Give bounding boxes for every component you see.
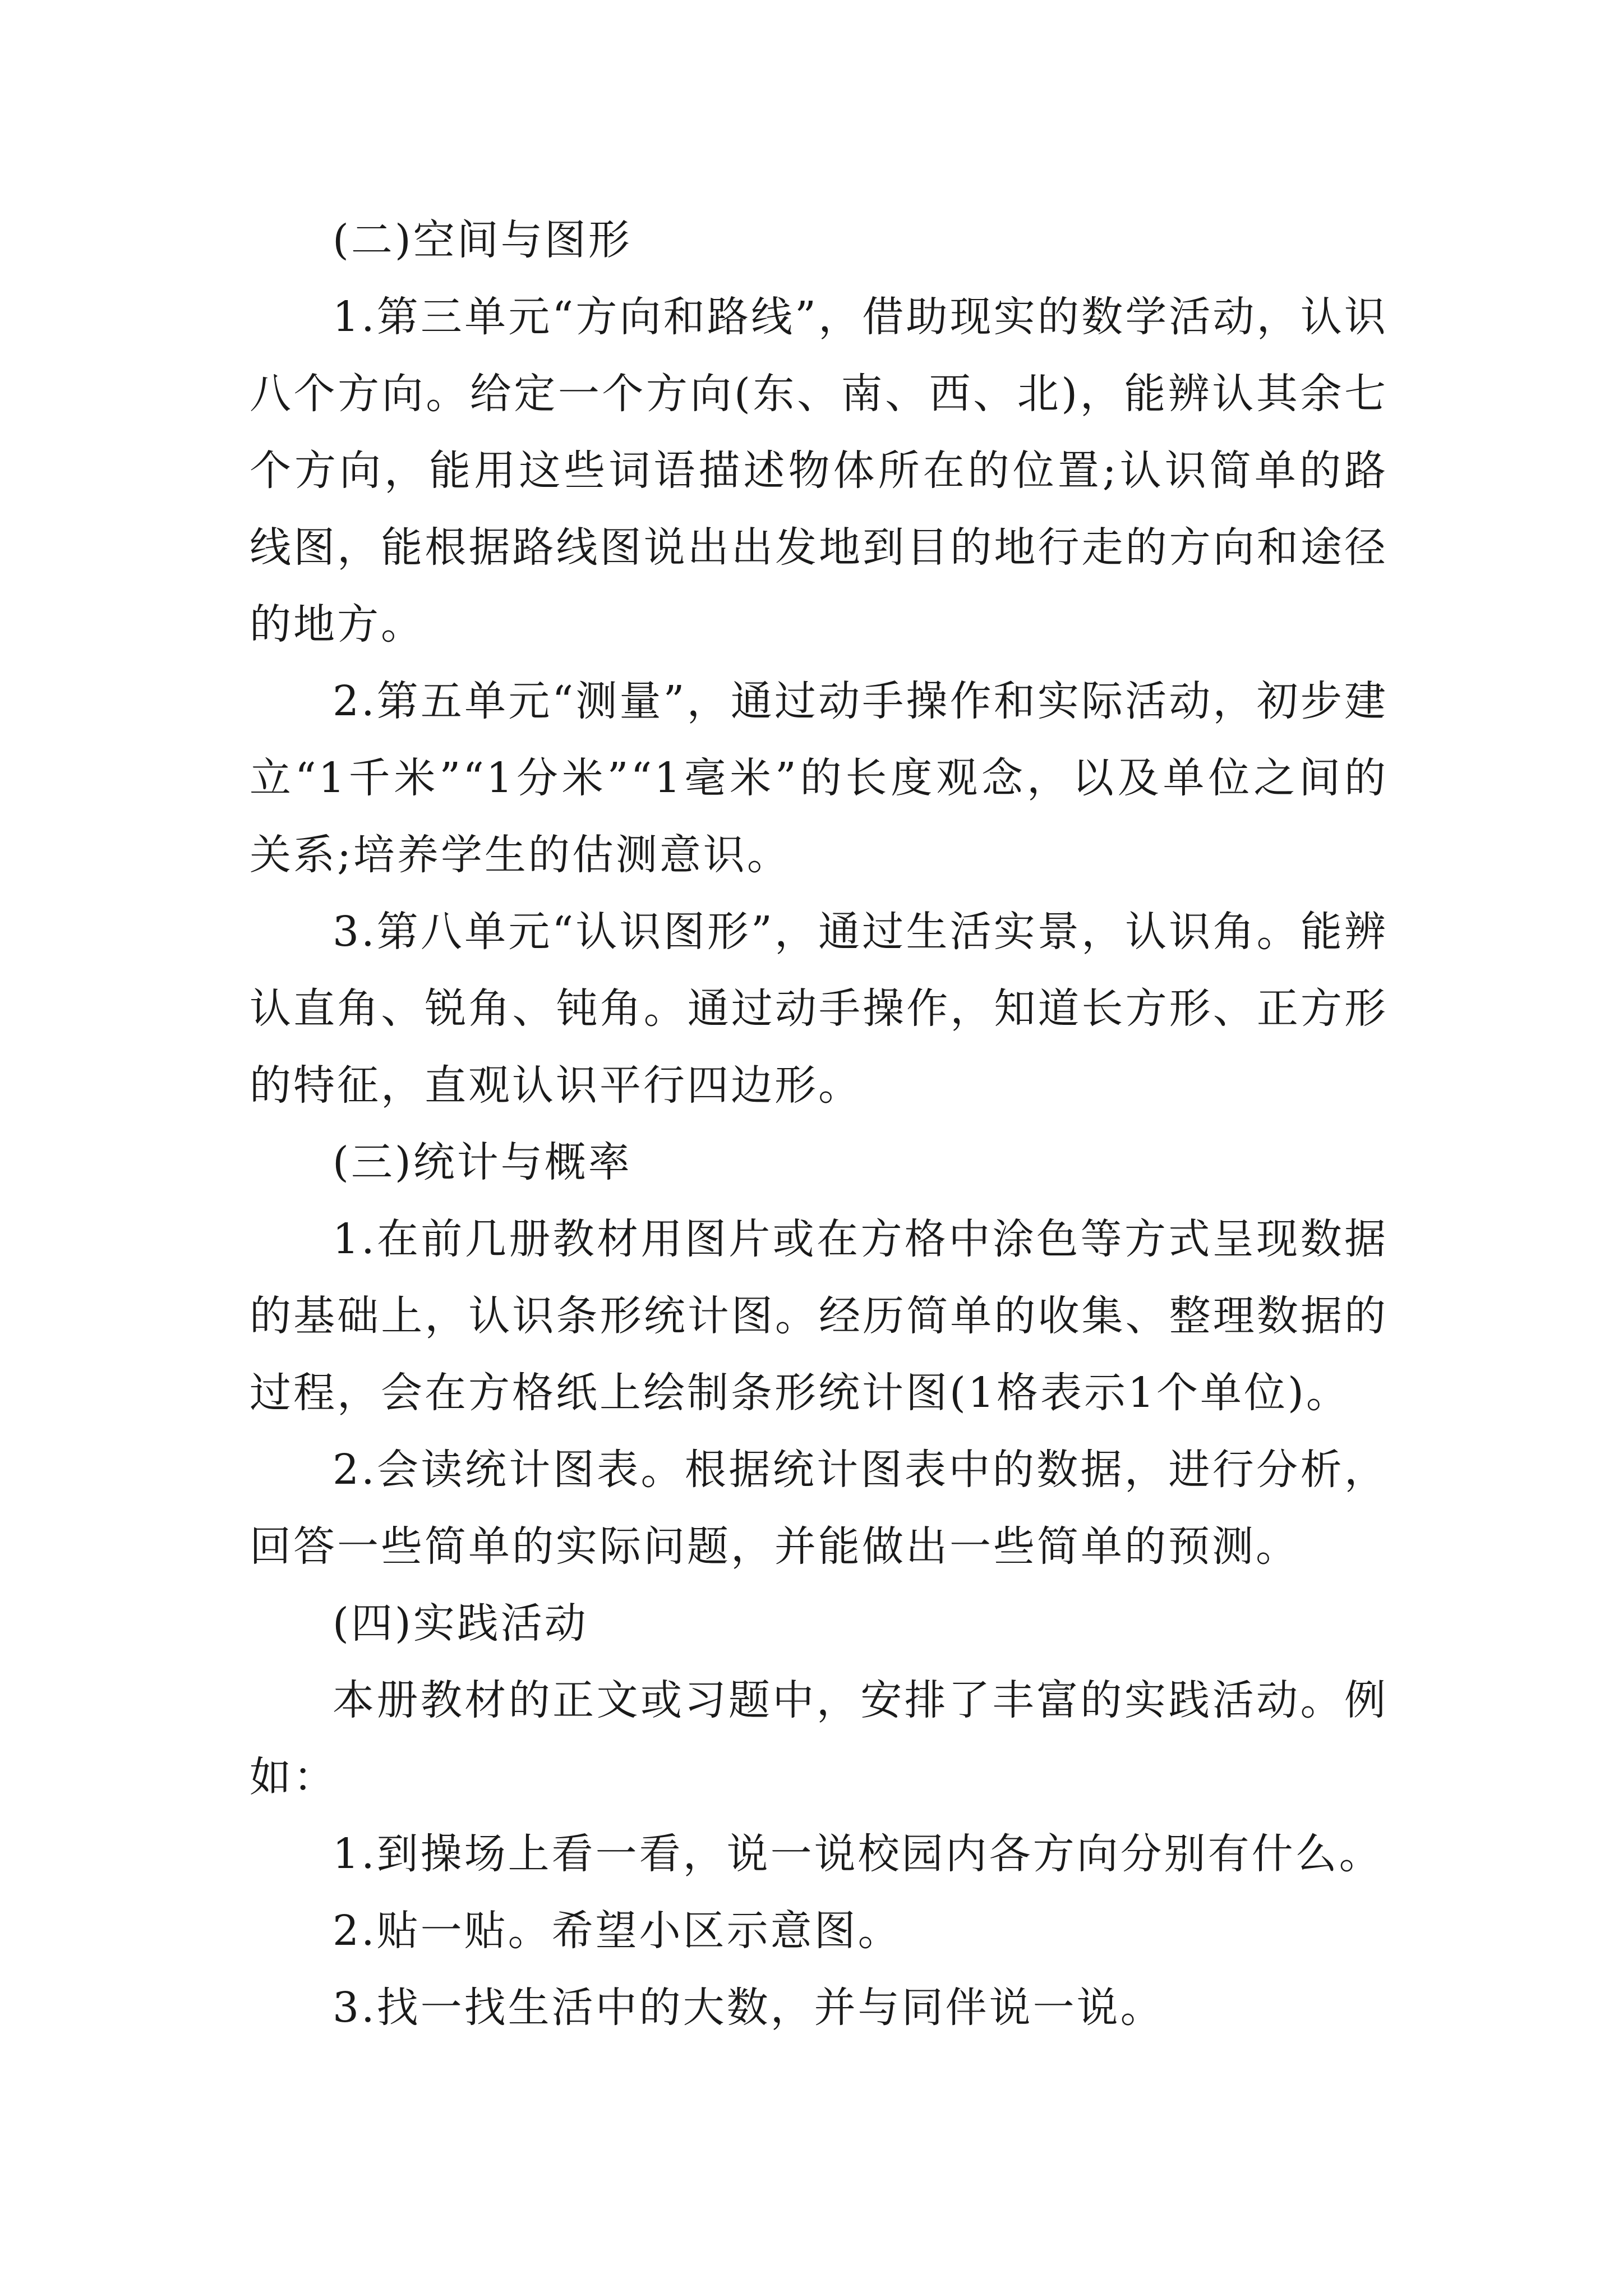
- section-heading-statistics: (三)统计与概率: [333, 1138, 632, 1186]
- list-item-practice-1: 1.到操场上看一看，说一说校园内各方向分别有什么。: [333, 1830, 1383, 1878]
- section-heading-practice: (四)实践活动: [333, 1599, 588, 1648]
- list-item-practice-3: 3.找一找生活中的大数，并与同伴说一说。: [333, 1984, 1164, 2032]
- paragraph-directions-routes: 1.第三单元“方向和路线”，借助现实的数学活动，认识八个方向。给定一个方向(东、南、西、北)，能辨认其余七个方向，能用这些词语描述物体所在的位置;认识简单的路线图，能根据路线图说出出发地到目的地行走的方向和途径的地方。: [250, 293, 1388, 648]
- paragraph-measurement: 2.第五单元“测量”，通过动手操作和实际活动，初步建立“1千米”“1分米”“1毫米”的长度观念，以及单位之间的关系;培养学生的估测意识。: [250, 677, 1388, 879]
- list-item-practice-2: 2.贴一贴。希望小区示意图。: [333, 1907, 902, 1955]
- paragraph-practice-intro: 本册教材的正文或习题中，安排了丰富的实践活动。例如：: [250, 1676, 1388, 1801]
- paragraph-bar-charts: 1.在前几册教材用图片或在方格中涂色等方式呈现数据的基础上，认识条形统计图。经历简单的收集、整理数据的过程，会在方格纸上绘制条形统计图(1格表示1个单位)。: [250, 1215, 1388, 1417]
- paragraph-reading-charts: 2.会读统计图表。根据统计图表中的数据，进行分析，回答一些简单的实际问题，并能做出一些简单的预测。: [250, 1446, 1388, 1571]
- paragraph-shapes: 3.第八单元“认识图形”，通过生活实景，认识角。能辨认直角、锐角、钝角。通过动手操作，知道长方形、正方形的特征，直观认识平行四边形。: [250, 908, 1388, 1110]
- document-body: [250, 202, 1388, 2046]
- section-heading-space-geometry: (二)空间与图形: [333, 216, 632, 264]
